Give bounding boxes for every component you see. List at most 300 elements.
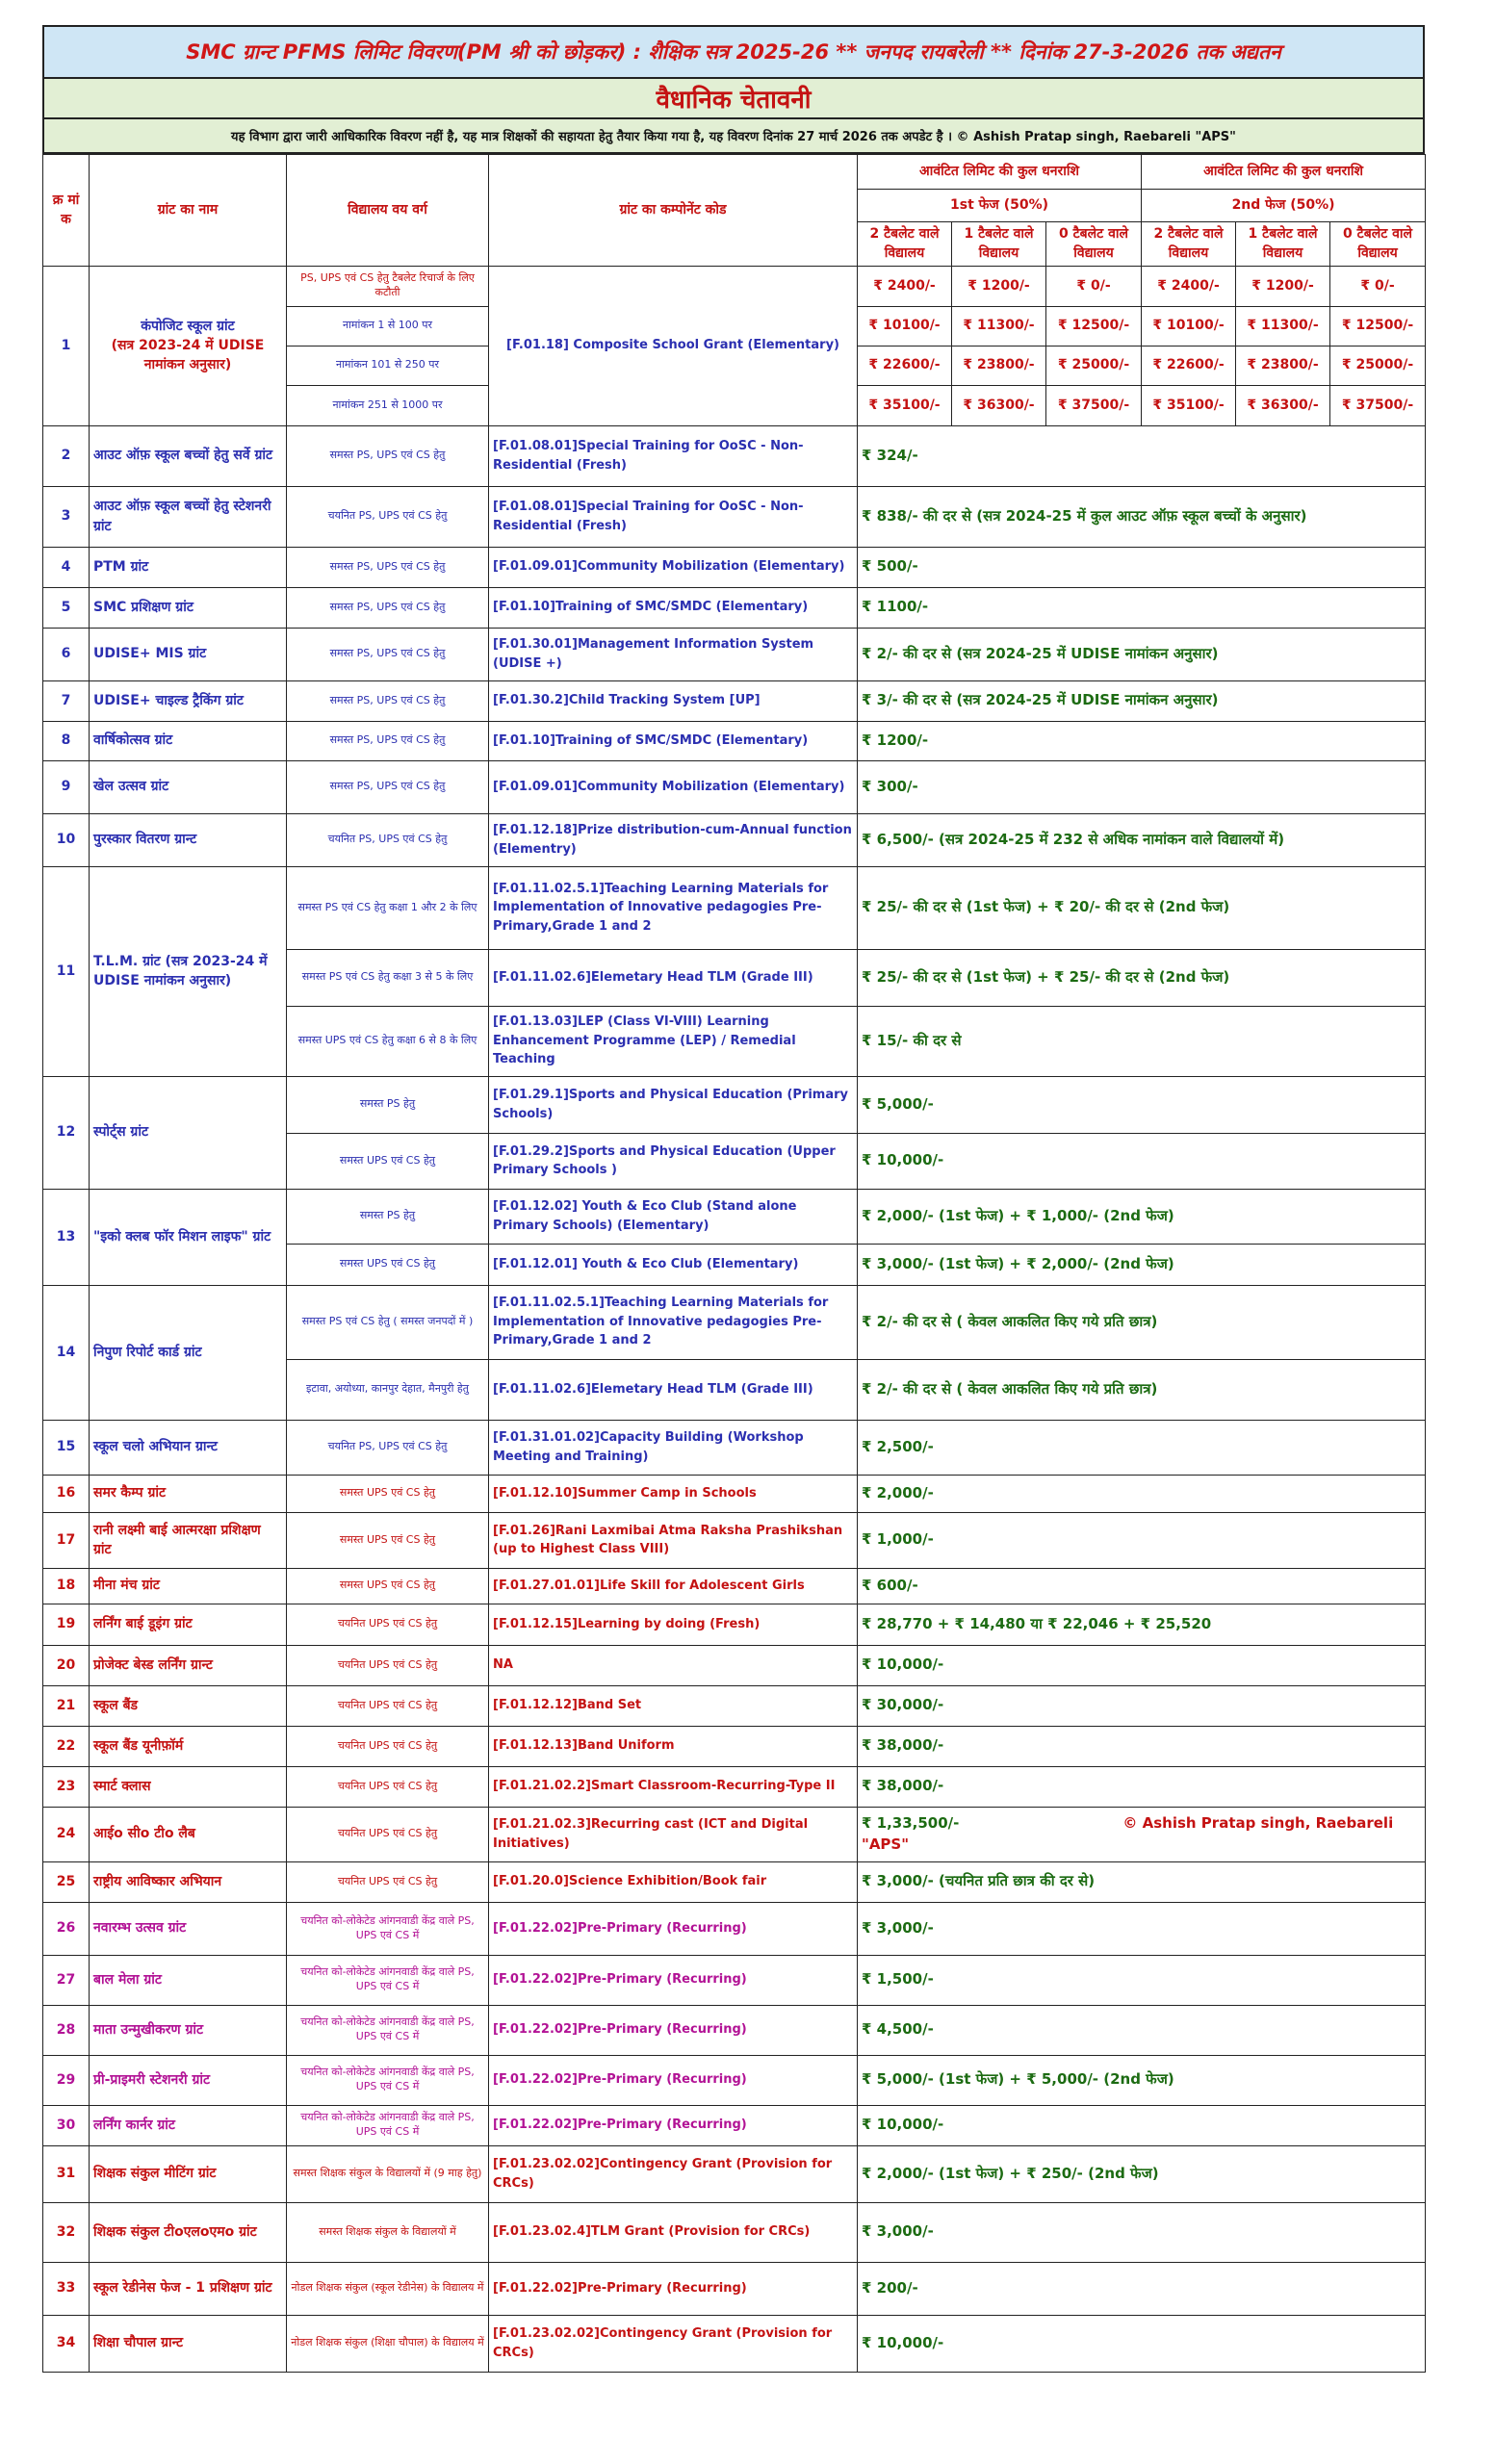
serial-number: 8 [43, 721, 90, 760]
amount-text: ₹ 5,000/- (1st फेज) + ₹ 5,000/- (2nd फेज) [862, 2070, 1174, 2089]
component-code: [F.01.11.02.5.1]Teaching Learning Materials for Implementation of Innovative pedagogies Pre-Primary,Grade 1 and 2 [489, 1285, 858, 1359]
grant-name: स्कूल रेडीनेस फेज - 1 प्रशिक्षण ग्रांट [90, 2262, 287, 2315]
age-group: चयनित को-लोकेटेड आंगनवाडी केंद्र वाले PS, UPS एवं CS में [287, 2105, 489, 2145]
grant-name: स्मार्ट क्लास [90, 1766, 287, 1807]
table-row [43, 1902, 1426, 1955]
serial-number: 29 [43, 2055, 90, 2105]
grant-name: शिक्षा चौपाल ग्रान्ट [90, 2315, 287, 2372]
grant-name: PTM ग्रांट [90, 547, 287, 587]
grant-name: शिक्षक संकुल मीटिंग ग्रांट [90, 2145, 287, 2202]
serial-number: 6 [43, 628, 90, 680]
table-row [43, 587, 1426, 628]
serial-number: 17 [43, 1512, 90, 1568]
grant-name: बाल मेला ग्रांट [90, 1955, 287, 2005]
component-code: [F.01.22.02]Pre-Primary (Recurring) [489, 2105, 858, 2145]
grant-name: आउट ऑफ़ स्कूल बच्चों हेतु सर्वे ग्रांट [90, 425, 287, 486]
component-code: [F.01.30.2]Child Tracking System [UP] [489, 680, 858, 721]
grant-amount [858, 866, 1426, 949]
serial-number: 32 [43, 2202, 90, 2262]
amount-text: ₹ 10,000/- [862, 1656, 944, 1674]
col-header-tab0-p1: 0 टैबलेट वाले विद्यालय [1046, 222, 1142, 267]
age-group: समस्त PS, UPS एवं CS हेतु [287, 721, 489, 760]
amount-p2-tab1: ₹ 23800/- [1236, 346, 1330, 385]
component-code: [F.01.29.1]Sports and Physical Education (Primary Schools) [489, 1076, 858, 1133]
serial-number: 1 [43, 266, 90, 425]
table-row [43, 2315, 1426, 2372]
component-code: [F.01.23.02.4]TLM Grant (Provision for CRCs) [489, 2202, 858, 2262]
age-group: चयनित UPS एवं CS हेतु [287, 1726, 489, 1766]
age-group: समस्त UPS एवं CS हेतु [287, 1475, 489, 1512]
grant-amount [858, 1604, 1426, 1645]
age-group: समस्त PS, UPS एवं CS हेतु [287, 425, 489, 486]
table-row [43, 1420, 1426, 1475]
grant-amount [858, 1133, 1426, 1189]
serial-number: 12 [43, 1076, 90, 1189]
grant-name: स्पोर्ट्स ग्रांट [90, 1076, 287, 1189]
amount-p1-tab1: ₹ 36300/- [952, 385, 1046, 425]
table-row [43, 1726, 1426, 1766]
col-header-allotted-total-1: आवंटित लिमिट की कुल धनराशि [858, 155, 1142, 190]
grant-amount [858, 760, 1426, 813]
age-group: समस्त PS, UPS एवं CS हेतु [287, 680, 489, 721]
component-code: [F.01.21.02.3]Recurring cast (ICT and Digital Initiatives) [489, 1807, 858, 1861]
age-group: समस्त PS, UPS एवं CS हेतु [287, 628, 489, 680]
grant-amount [858, 1420, 1426, 1475]
grant-name: स्कूल चलो अभियान ग्रान्ट [90, 1420, 287, 1475]
grant-amount [858, 1006, 1426, 1076]
age-group: चयनित को-लोकेटेड आंगनवाडी केंद्र वाले PS, UPS एवं CS में [287, 2005, 489, 2055]
table-header [43, 155, 1426, 267]
age-group: इटावा, अयोध्या, कानपुर देहात, मैनपुरी हेतु [287, 1359, 489, 1420]
grant-amount [858, 1285, 1426, 1359]
table-row [43, 1285, 1426, 1359]
grant-amount [858, 1359, 1426, 1420]
serial-number: 11 [43, 866, 90, 1076]
grant-amount [858, 1244, 1426, 1285]
grant-name: UDISE+ MIS ग्रांट [90, 628, 287, 680]
page-title: SMC ग्रान्ट PFMS लिमिट विवरण(PM श्री को छोड़कर) : शैक्षिक सत्र 2025-26 ** जनपद रायबरेली ** दिनांक 27-3-2026 तक अद्यतन [42, 25, 1425, 79]
age-group: समस्त PS, UPS एवं CS हेतु [287, 547, 489, 587]
amount-text: ₹ 4,500/- [862, 2020, 934, 2039]
amount-text: ₹ 10,000/- [862, 2116, 944, 2134]
table-row [43, 2202, 1426, 2262]
grant-name-line2: (सत्र 2023-24 में UDISE नामांकन अनुसार) [111, 337, 265, 373]
grant-amount [858, 1568, 1426, 1604]
serial-number: 19 [43, 1604, 90, 1645]
table-row [43, 1189, 1426, 1244]
serial-number: 24 [43, 1807, 90, 1861]
serial-number: 2 [43, 425, 90, 486]
age-group: चयनित को-लोकेटेड आंगनवाडी केंद्र वाले PS, UPS एवं CS में [287, 1902, 489, 1955]
age-group: चयनित UPS एवं CS हेतु [287, 1604, 489, 1645]
grant-name: स्कूल बैंड यूनीफ़ॉर्म [90, 1726, 287, 1766]
component-code: NA [489, 1645, 858, 1685]
grant-amount [858, 1861, 1426, 1902]
age-group: समस्त UPS एवं CS हेतु कक्षा 6 से 8 के लिए [287, 1006, 489, 1076]
table-row [43, 2262, 1426, 2315]
grant-name: लर्निंग कार्नर ग्रांट [90, 2105, 287, 2145]
component-code: [F.01.08.01]Special Training for OoSC - Non-Residential (Fresh) [489, 486, 858, 547]
amount-p2-tab1: ₹ 36300/- [1236, 385, 1330, 425]
amount-text: ₹ 25/- की दर से (1st फेज) + ₹ 25/- की दर से (2nd फेज) [862, 967, 1230, 986]
component-code: [F.01.12.18]Prize distribution-cum-Annual function (Elementry) [489, 813, 858, 866]
grant-amount [858, 486, 1426, 547]
grant-name: UDISE+ चाइल्ड ट्रैकिंग ग्रांट [90, 680, 287, 721]
amount-text: ₹ 200/- [862, 2278, 918, 2297]
serial-number: 5 [43, 587, 90, 628]
grant-amount [858, 1475, 1426, 1512]
age-group: चयनित PS, UPS एवं CS हेतु [287, 813, 489, 866]
component-code: [F.01.13.03]LEP (Class VI-VIII) Learning Enhancement Programme (LEP) / Remedial Teaching [489, 1006, 858, 1076]
component-code: [F.01.12.02] Youth & Eco Club (Stand alone Primary Schools) (Elementary) [489, 1189, 858, 1244]
grant-amount [858, 721, 1426, 760]
age-group: चयनित UPS एवं CS हेतु [287, 1766, 489, 1807]
component-code: [F.01.23.02.02]Contingency Grant (Provision for CRCs) [489, 2315, 858, 2372]
grant-name: स्कूल बैंड [90, 1685, 287, 1726]
grant-amount [858, 680, 1426, 721]
amount-p1-tab1: ₹ 23800/- [952, 346, 1046, 385]
grant-name-line1: कंपोजिट स्कूल ग्रांट [141, 318, 235, 334]
col-header-tab2-p1: 2 टैबलेट वाले विद्यालय [858, 222, 952, 267]
component-code: [F.01.30.01]Management Information System (UDISE +) [489, 628, 858, 680]
serial-number: 10 [43, 813, 90, 866]
component-code: [F.01.22.02]Pre-Primary (Recurring) [489, 1902, 858, 1955]
amount-text: ₹ 1,000/- [862, 1530, 934, 1549]
table-row [43, 266, 1426, 306]
table-row [43, 547, 1426, 587]
amount-text: ₹ 2/- की दर से (सत्र 2024-25 में UDISE नामांकन अनुसार) [862, 644, 1219, 662]
grant-name: माता उन्मुखीकरण ग्रांट [90, 2005, 287, 2055]
table-row [43, 1955, 1426, 2005]
age-group: समस्त UPS एवं CS हेतु [287, 1244, 489, 1285]
grant-amount [858, 813, 1426, 866]
amount-text: ₹ 2,000/- [862, 1483, 934, 1502]
age-group: समस्त शिक्षक संकुल के विद्यालयों में (9 माह हेतु) [287, 2145, 489, 2202]
amount-p2-tab0: ₹ 0/- [1330, 266, 1426, 306]
age-group: चयनित UPS एवं CS हेतु [287, 1685, 489, 1726]
table-row [43, 628, 1426, 680]
table-row [43, 680, 1426, 721]
col-header-tab1-p2: 1 टैबलेट वाले विद्यालय [1236, 222, 1330, 267]
grant-name: रानी लक्ष्मी बाई आत्मरक्षा प्रशिक्षण ग्रांट [90, 1512, 287, 1568]
table-row [43, 1568, 1426, 1604]
table-row [43, 1645, 1426, 1685]
grant-name: मीना मंच ग्रांट [90, 1568, 287, 1604]
grant-name: लर्निंग बाई डूइंग ग्रांट [90, 1604, 287, 1645]
component-code: [F.01.12.10]Summer Camp in Schools [489, 1475, 858, 1512]
amount-text: ₹ 2/- की दर से ( केवल आकलित किए गये प्रति छात्र) [862, 1312, 1158, 1330]
grant-name: राष्ट्रीय आविष्कार अभियान [90, 1861, 287, 1902]
grant-amount [858, 2202, 1426, 2262]
warning-heading: वैधानिक चेतावनी [42, 79, 1425, 119]
grant-amount [858, 1766, 1426, 1807]
grant-amount [858, 2005, 1426, 2055]
grant-amount [858, 1685, 1426, 1726]
amount-text: ₹ 10,000/- [862, 1151, 944, 1169]
amount-p1-tab0: ₹ 37500/- [1046, 385, 1142, 425]
age-group: समस्त UPS एवं CS हेतु [287, 1568, 489, 1604]
table-row [43, 721, 1426, 760]
table-row [43, 2145, 1426, 2202]
amount-text: ₹ 28,770 + ₹ 14,480 या ₹ 22,046 + ₹ 25,520 [862, 1614, 1212, 1632]
grant-name: निपुण रिपोर्ट कार्ड ग्रांट [90, 1285, 287, 1420]
amount-text: ₹ 3,000/- (1st फेज) + ₹ 2,000/- (2nd फेज) [862, 1254, 1174, 1272]
serial-number: 20 [43, 1645, 90, 1685]
grant-name: SMC प्रशिक्षण ग्रांट [90, 587, 287, 628]
grant-amount [858, 2055, 1426, 2105]
grant-amount [858, 547, 1426, 587]
grant-amount [858, 425, 1426, 486]
age-group: नामांकन 251 से 1000 पर [287, 385, 489, 425]
grant-amount [858, 1076, 1426, 1133]
col-header-age-group: विद्यालय वय वर्ग [287, 155, 489, 267]
serial-number: 4 [43, 547, 90, 587]
age-group: PS, UPS एवं CS हेतु टैबलेट रिचार्ज के लिए कटौती [287, 266, 489, 306]
amount-text: ₹ 3,000/- [862, 2222, 934, 2241]
grant-amount [858, 587, 1426, 628]
col-header-phase2: 2nd फेज (50%) [1142, 190, 1426, 222]
age-group: समस्त PS हेतु [287, 1189, 489, 1244]
grant-name: आईo सीo टीo लैब [90, 1807, 287, 1861]
amount-text: ₹ 300/- [862, 777, 918, 795]
serial-number: 7 [43, 680, 90, 721]
serial-number: 14 [43, 1285, 90, 1420]
component-code: [F.01.21.02.2]Smart Classroom-Recurring-Type II [489, 1766, 858, 1807]
serial-number: 28 [43, 2005, 90, 2055]
amount-text: ₹ 3,000/- [862, 1918, 934, 1937]
col-header-allotted-total-2: आवंटित लिमिट की कुल धनराशि [1142, 155, 1426, 190]
component-code: [F.01.22.02]Pre-Primary (Recurring) [489, 2055, 858, 2105]
table-row [43, 1475, 1426, 1512]
age-group: चयनित PS, UPS एवं CS हेतु [287, 486, 489, 547]
grant-name: पुरस्कार वितरण ग्रान्ट [90, 813, 287, 866]
age-group: चयनित UPS एवं CS हेतु [287, 1645, 489, 1685]
serial-number: 23 [43, 1766, 90, 1807]
grant-name: शिक्षक संकुल टीoएलoएमo ग्रांट [90, 2202, 287, 2262]
col-header-tab0-p2: 0 टैबलेट वाले विद्यालय [1330, 222, 1426, 267]
amount-p2-tab2: ₹ 2400/- [1142, 266, 1236, 306]
component-code: [F.01.18] Composite School Grant (Elementary) [489, 266, 858, 425]
serial-number: 25 [43, 1861, 90, 1902]
grant-amount [858, 949, 1426, 1006]
grant-table [42, 154, 1426, 2373]
table-row [43, 1076, 1426, 1133]
age-group: समस्त PS एवं CS हेतु कक्षा 1 और 2 के लिए [287, 866, 489, 949]
amount-text: ₹ 2,500/- [862, 1437, 934, 1455]
grant-amount [858, 2145, 1426, 2202]
grant-amount [858, 2262, 1426, 2315]
disclaimer: यह विभाग द्वारा जारी आधिकारिक विवरण नहीं है, यह मात्र शिक्षकों की सहायता हेतु तैयार किया गया है, यह विवरण दिनांक 27 मार्च 2026 तक अपडेट है । © Ashish Pratap singh, Raebareli "APS" [42, 119, 1425, 154]
component-code: [F.01.09.01]Community Mobilization (Elementary) [489, 547, 858, 587]
table-row [43, 1807, 1426, 1861]
serial-number: 22 [43, 1726, 90, 1766]
grant-name: "इको क्लब फॉर मिशन लाइफ" ग्रांट [90, 1189, 287, 1285]
col-header-phase1: 1st फेज (50%) [858, 190, 1142, 222]
component-code: [F.01.11.02.5.1]Teaching Learning Materials for Implementation of Innovative pedagogies Pre-Primary,Grade 1 and 2 [489, 866, 858, 949]
amount-p1-tab0: ₹ 12500/- [1046, 306, 1142, 346]
amount-text: ₹ 1200/- [862, 731, 929, 749]
amount-p1-tab2: ₹ 2400/- [858, 266, 952, 306]
col-header-grant-name: ग्रांट का नाम [90, 155, 287, 267]
amount-p2-tab0: ₹ 12500/- [1330, 306, 1426, 346]
col-header-tab2-p2: 2 टैबलेट वाले विद्यालय [1142, 222, 1236, 267]
table-row [43, 2055, 1426, 2105]
col-header-component-code: ग्रांट का कम्पोनेंट कोड [489, 155, 858, 267]
table-row [43, 866, 1426, 949]
amount-text: ₹ 30,000/- [862, 1696, 944, 1714]
amount-text: ₹ 2/- की दर से ( केवल आकलित किए गये प्रति छात्र) [862, 1379, 1158, 1398]
grant-name: T.L.M. ग्रांट (सत्र 2023-24 में UDISE नामांकन अनुसार) [90, 866, 287, 1076]
serial-number: 16 [43, 1475, 90, 1512]
component-code: [F.01.22.02]Pre-Primary (Recurring) [489, 2262, 858, 2315]
amount-p1-tab1: ₹ 11300/- [952, 306, 1046, 346]
age-group: चयनित UPS एवं CS हेतु [287, 1807, 489, 1861]
serial-number: 18 [43, 1568, 90, 1604]
amount-p1-tab1: ₹ 1200/- [952, 266, 1046, 306]
age-group: समस्त PS एवं CS हेतु कक्षा 3 से 5 के लिए [287, 949, 489, 1006]
grant-name-composite [90, 266, 287, 425]
grant-amount [858, 2315, 1426, 2372]
amount-text: ₹ 2,000/- (1st फेज) + ₹ 250/- (2nd फेज) [862, 2164, 1159, 2182]
component-code: [F.01.09.01]Community Mobilization (Elementary) [489, 760, 858, 813]
grant-amount [858, 1902, 1426, 1955]
amount-text: ₹ 38,000/- [862, 1777, 944, 1795]
amount-text: ₹ 3/- की दर से (सत्र 2024-25 में UDISE नामांकन अनुसार) [862, 691, 1219, 709]
age-group: समस्त शिक्षक संकुल के विद्यालयों में [287, 2202, 489, 2262]
grant-name: खेल उत्सव ग्रांट [90, 760, 287, 813]
col-header-tab1-p1: 1 टैबलेट वाले विद्यालय [952, 222, 1046, 267]
grant-amount [858, 1807, 1426, 1861]
grant-name: आउट ऑफ़ स्कूल बच्चों हेतु स्टेशनरी ग्रांट [90, 486, 287, 547]
age-group: समस्त UPS एवं CS हेतु [287, 1512, 489, 1568]
component-code: [F.01.12.13]Band Uniform [489, 1726, 858, 1766]
age-group: चयनित को-लोकेटेड आंगनवाडी केंद्र वाले PS, UPS एवं CS में [287, 2055, 489, 2105]
amount-text: ₹ 2,000/- (1st फेज) + ₹ 1,000/- (2nd फेज) [862, 1206, 1174, 1224]
grant-amount [858, 2105, 1426, 2145]
serial-number: 26 [43, 1902, 90, 1955]
amount-p2-tab2: ₹ 35100/- [1142, 385, 1236, 425]
age-group: चयनित को-लोकेटेड आंगनवाडी केंद्र वाले PS, UPS एवं CS में [287, 1955, 489, 2005]
grant-name: वार्षिकोत्सव ग्रांट [90, 721, 287, 760]
grant-name: प्रोजेक्ट बेस्ड लर्निंग ग्रान्ट [90, 1645, 287, 1685]
serial-number: 9 [43, 760, 90, 813]
amount-p2-tab0: ₹ 25000/- [1330, 346, 1426, 385]
component-code: [F.01.12.01] Youth & Eco Club (Elementary) [489, 1244, 858, 1285]
serial-number: 15 [43, 1420, 90, 1475]
serial-number: 21 [43, 1685, 90, 1726]
copyright-watermark: © Ashish Pratap singh, Raebareli "APS" [862, 1813, 1394, 1853]
amount-text: ₹ 6,500/- (सत्र 2024-25 में 232 से अधिक नामांकन वाले विद्यालयों में) [862, 830, 1285, 848]
amount-p1-tab0: ₹ 25000/- [1046, 346, 1142, 385]
component-code: [F.01.26]Rani Laxmibai Atma Raksha Prashikshan (up to Highest Class VIII) [489, 1512, 858, 1568]
age-group: समस्त PS, UPS एवं CS हेतु [287, 760, 489, 813]
amount-p2-tab1: ₹ 11300/- [1236, 306, 1330, 346]
component-code: [F.01.20.0]Science Exhibition/Book fair [489, 1861, 858, 1902]
amount-text: ₹ 5,000/- [862, 1094, 934, 1113]
table-row [43, 1861, 1426, 1902]
age-group: चयनित UPS एवं CS हेतु [287, 1861, 489, 1902]
component-code: [F.01.23.02.02]Contingency Grant (Provision for CRCs) [489, 2145, 858, 2202]
amount-text: ₹ 38,000/- [862, 1736, 944, 1755]
amount-text: ₹ 1,33,500/- [862, 1813, 960, 1832]
serial-number: 33 [43, 2262, 90, 2315]
amount-p1-tab2: ₹ 35100/- [858, 385, 952, 425]
component-code: [F.01.10]Training of SMC/SMDC (Elementary) [489, 587, 858, 628]
amount-p2-tab0: ₹ 37500/- [1330, 385, 1426, 425]
serial-number: 13 [43, 1189, 90, 1285]
component-code: [F.01.27.01.01]Life Skill for Adolescent Girls [489, 1568, 858, 1604]
amount-p2-tab1: ₹ 1200/- [1236, 266, 1330, 306]
component-code: [F.01.29.2]Sports and Physical Education (Upper Primary Schools ) [489, 1133, 858, 1189]
table-row [43, 1604, 1426, 1645]
amount-text: ₹ 3,000/- (चयनित प्रति छात्र की दर से) [862, 1872, 1096, 1890]
amount-text: ₹ 838/- की दर से (सत्र 2024-25 में कुल आउट ऑफ़ स्कूल बच्चों के अनुसार) [862, 506, 1307, 525]
table-row [43, 813, 1426, 866]
amount-text: ₹ 324/- [862, 446, 918, 464]
grant-name: नवारम्भ उत्सव ग्रांट [90, 1902, 287, 1955]
component-code: [F.01.22.02]Pre-Primary (Recurring) [489, 2005, 858, 2055]
amount-p2-tab2: ₹ 10100/- [1142, 306, 1236, 346]
age-group: नोडल शिक्षक संकुल (स्कूल रेडीनेस) के विद्यालय में [287, 2262, 489, 2315]
grant-amount [858, 1512, 1426, 1568]
amount-text: ₹ 1100/- [862, 598, 929, 616]
amount-p1-tab2: ₹ 22600/- [858, 346, 952, 385]
age-group: समस्त PS, UPS एवं CS हेतु [287, 587, 489, 628]
grant-amount [858, 1726, 1426, 1766]
grant-amount [858, 1645, 1426, 1685]
component-code: [F.01.10]Training of SMC/SMDC (Elementary) [489, 721, 858, 760]
table-row [43, 2105, 1426, 2145]
amount-text: ₹ 25/- की दर से (1st फेज) + ₹ 20/- की दर से (2nd फेज) [862, 898, 1230, 916]
table-row [43, 486, 1426, 547]
table-row [43, 1766, 1426, 1807]
serial-number: 3 [43, 486, 90, 547]
age-group: समस्त UPS एवं CS हेतु [287, 1133, 489, 1189]
amount-p1-tab2: ₹ 10100/- [858, 306, 952, 346]
table-row [43, 425, 1426, 486]
age-group: नामांकन 1 से 100 पर [287, 306, 489, 346]
grant-name: प्री-प्राइमरी स्टेशनरी ग्रांट [90, 2055, 287, 2105]
component-code: [F.01.11.02.6]Elemetary Head TLM (Grade III) [489, 949, 858, 1006]
serial-number: 30 [43, 2105, 90, 2145]
table-row [43, 1685, 1426, 1726]
component-code: [F.01.11.02.6]Elemetary Head TLM (Grade III) [489, 1359, 858, 1420]
serial-number: 34 [43, 2315, 90, 2372]
grant-name: समर कैम्प ग्रांट [90, 1475, 287, 1512]
table-row [43, 2005, 1426, 2055]
component-code: [F.01.12.15]Learning by doing (Fresh) [489, 1604, 858, 1645]
grant-amount [858, 1189, 1426, 1244]
component-code: [F.01.31.01.02]Capacity Building (Workshop Meeting and Training) [489, 1420, 858, 1475]
age-group: चयनित PS, UPS एवं CS हेतु [287, 1420, 489, 1475]
amount-text: ₹ 1,500/- [862, 1970, 934, 1989]
table-body [43, 266, 1426, 2372]
grant-amount [858, 1955, 1426, 2005]
age-group: समस्त PS एवं CS हेतु ( समस्त जनपदों में ) [287, 1285, 489, 1359]
age-group: समस्त PS हेतु [287, 1076, 489, 1133]
component-code: [F.01.22.02]Pre-Primary (Recurring) [489, 1955, 858, 2005]
col-header-sn: क्र मां क [43, 155, 90, 267]
amount-text: ₹ 500/- [862, 557, 918, 576]
component-code: [F.01.12.12]Band Set [489, 1685, 858, 1726]
amount-text: ₹ 15/- की दर से [862, 1031, 962, 1049]
grant-sheet [42, 25, 1425, 2373]
amount-text: ₹ 10,000/- [862, 2333, 944, 2351]
table-row [43, 1512, 1426, 1568]
grant-amount [858, 628, 1426, 680]
age-group: नामांकन 101 से 250 पर [287, 346, 489, 385]
table-row [43, 760, 1426, 813]
